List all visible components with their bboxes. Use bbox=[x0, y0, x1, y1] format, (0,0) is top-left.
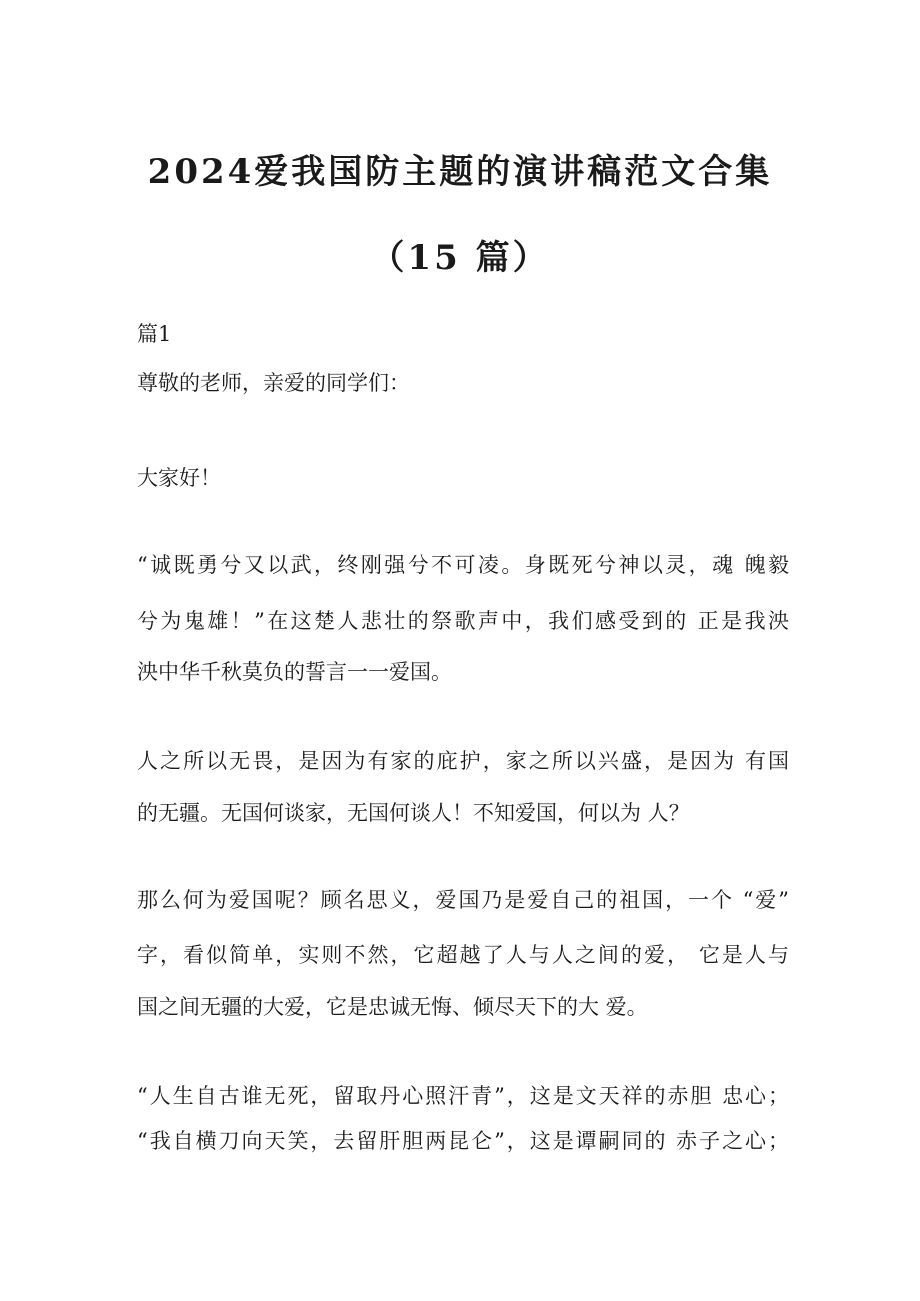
paragraph-line: 那么何为爱国呢？顾名思义，爱国乃是爱自己的祖国，一个 “爱” bbox=[137, 888, 789, 912]
paragraph-line: 人之所以无畏，是因为有家的庇护，家之所以兴盛，是因为 有国 bbox=[137, 749, 789, 773]
greeting: 大家好！ bbox=[137, 466, 221, 490]
document-subtitle: （15 篇） bbox=[370, 238, 550, 278]
paragraph-line: 泱中华千秋莫负的誓言一一爱国。 bbox=[137, 660, 452, 684]
section-label: 篇1 bbox=[137, 322, 172, 346]
paragraph-line: 字，看似简单，实则不然，它超越了人与人之间的爱， 它是人与 bbox=[137, 943, 789, 967]
salutation: 尊敬的老师，亲爱的同学们： bbox=[137, 371, 410, 395]
paragraph-line: 国之间无疆的大爱，它是忠诚无悔、倾尽天下的大 爱。 bbox=[137, 995, 648, 1019]
paragraph-line: “我自横刀向天笑，去留肝胆两昆仑”，这是谭嗣同的 赤子之心； bbox=[137, 1129, 789, 1153]
paragraph-line: 兮为鬼雄！”在这楚人悲壮的祭歌声中，我们感受到的 正是我泱 bbox=[137, 609, 789, 633]
paragraph-line: “人生自古谁无死，留取丹心照汗青”，这是文天祥的赤胆 忠心； bbox=[137, 1084, 789, 1108]
paragraph-line: “诚既勇兮又以武，终刚强兮不可凌。身既死兮神以灵，魂 魄毅 bbox=[137, 553, 789, 577]
document-title: 2024爱我国防主题的演讲稿范文合集 bbox=[147, 152, 773, 192]
paragraph-line: 的无疆。无国何谈家，无国何谈人！不知爱国，何以为 人？ bbox=[137, 801, 690, 825]
